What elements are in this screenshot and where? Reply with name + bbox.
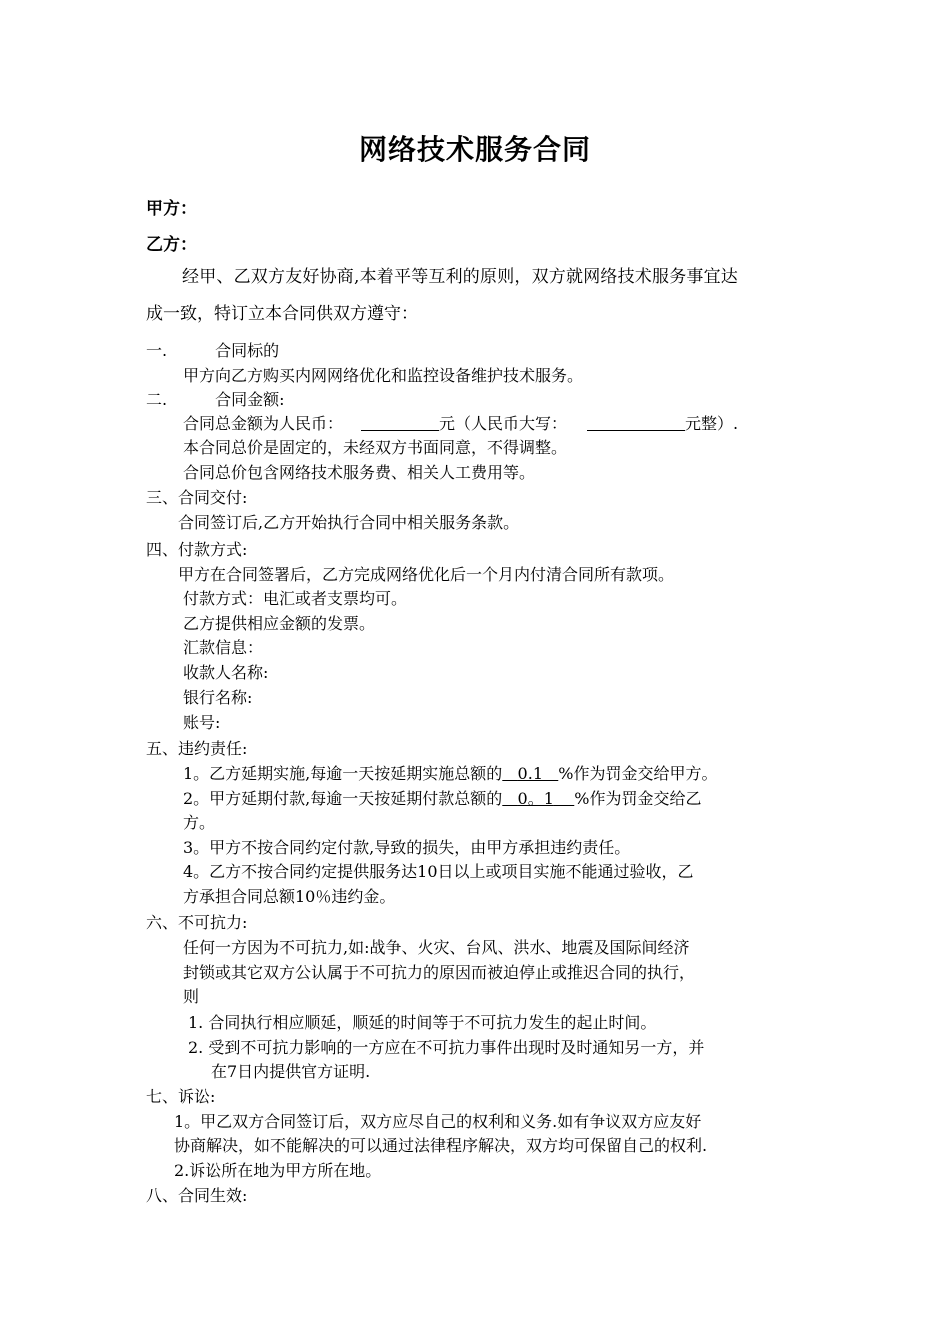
page-title: 网络技术服务合同 (358, 133, 591, 166)
payee-name-label: 收款人名称: (183, 663, 269, 682)
section-5-heading: 五、违约责任: (146, 739, 248, 758)
penalty-text: 1。乙方延期实施,每逾一天按延期实施总额的 (183, 764, 503, 783)
amount-suffix: 元整）. (685, 414, 739, 433)
section-title: 合同金额: (215, 390, 285, 409)
litigation-line-1: 1。甲乙双方合同签订后，双方应尽自己的权利和义务.如有争议双方应友好 (174, 1112, 702, 1131)
party-b-label: 乙方： (146, 235, 197, 255)
party-a-label: 甲方： (146, 199, 197, 219)
amount-blank (361, 414, 439, 431)
force-majeure-line-2: 封锁或其它双方公认属于不可抗力的原因而被迫停止或推迟合同的执行， (183, 963, 696, 982)
force-majeure-item-2: 2. 受到不可抗力影响的一方应在不可抗力事件出现时及时通知另一方，并 (188, 1038, 705, 1057)
penalty-text: 2。甲方延期付款,每逾一天按延期付款总额的 (183, 789, 503, 808)
contract-amount-line (183, 412, 738, 436)
penalty-text: %作为罚金交给乙 (574, 789, 702, 808)
penalty-line-2-cont: 方。 (183, 813, 216, 832)
penalty-line-1 (183, 762, 717, 786)
litigation-line-2: 协商解决，如不能解决的可以通过法律程序解决，双方均可保留自己的权利. (174, 1136, 708, 1155)
litigation-line-3: 2.诉讼所在地为甲方所在地。 (174, 1161, 382, 1180)
penalty-rate-1 (502, 764, 558, 783)
section-7-heading: 七、诉讼: (146, 1087, 216, 1106)
section-2-heading (146, 388, 285, 412)
amount-upper-label: 元（人民币大写： (439, 414, 568, 433)
penalty-line-3: 3。甲方不按合同约定付款,导致的损失，由甲方承担违约责任。 (183, 838, 631, 857)
remittance-info-label: 汇款信息： (183, 638, 264, 657)
bank-name-label: 银行名称: (183, 688, 253, 707)
intro-line-1: 经甲、乙双方友好协商,本着平等互利的原则，双方就网络技术服务事宜达 (182, 267, 739, 287)
section-4-heading: 四、付款方式: (146, 540, 248, 559)
section-3-line-1: 合同签订后,乙方开始执行合同中相关服务条款。 (178, 513, 520, 532)
penalty-rate-2 (502, 789, 574, 808)
section-number: 一. (146, 341, 168, 360)
force-majeure-line-3: 则 (183, 987, 200, 1006)
section-4-line-3: 乙方提供相应金额的发票。 (183, 614, 376, 633)
force-majeure-line-1: 任何一方因为不可抗力,如:战争、火灾、台风、洪水、地震及国际间经济 (183, 938, 690, 957)
section-2-line-3: 合同总价包含网络技术服务费、相关人工费用等。 (183, 463, 536, 482)
penalty-rate-value: 0。1 (517, 789, 554, 808)
section-1-line-1: 甲方向乙方购买内网网络优化和监控设备维护技术服务。 (183, 366, 584, 385)
section-1-heading (146, 339, 279, 363)
section-number: 二. (146, 390, 168, 409)
penalty-text: %作为罚金交给甲方。 (558, 764, 718, 783)
section-3-heading: 三、合同交付: (146, 488, 248, 507)
section-6-heading: 六、不可抗力: (146, 913, 248, 932)
account-number-label: 账号: (183, 713, 221, 732)
penalty-line-4: 4。乙方不按合同约定提供服务达10日以上或项目实施不能通过验收，乙 (183, 862, 694, 881)
amount-label: 合同总金额为人民币： (183, 414, 344, 433)
force-majeure-item-1: 1. 合同执行相应顺延，顺延的时间等于不可抗力发生的起止时间。 (188, 1013, 657, 1032)
force-majeure-item-2-cont: 在7日内提供官方证明. (211, 1062, 371, 1081)
section-2-line-2: 本合同总价是固定的，未经双方书面同意，不得调整。 (183, 438, 568, 457)
section-8-heading: 八、合同生效: (146, 1186, 248, 1205)
section-title: 合同标的 (215, 341, 280, 360)
amount-upper-blank (587, 414, 685, 431)
penalty-line-2 (183, 787, 701, 811)
intro-line-2: 成一致，特订立本合同供双方遵守： (146, 304, 418, 324)
penalty-rate-value: 0.1 (517, 764, 543, 783)
section-4-line-1: 甲方在合同签署后，乙方完成网络优化后一个月内付清合同所有款项。 (178, 565, 675, 584)
penalty-line-4-cont: 方承担合同总额10％违约金。 (183, 887, 396, 906)
section-4-line-2: 付款方式：电汇或者支票均可。 (183, 589, 408, 608)
